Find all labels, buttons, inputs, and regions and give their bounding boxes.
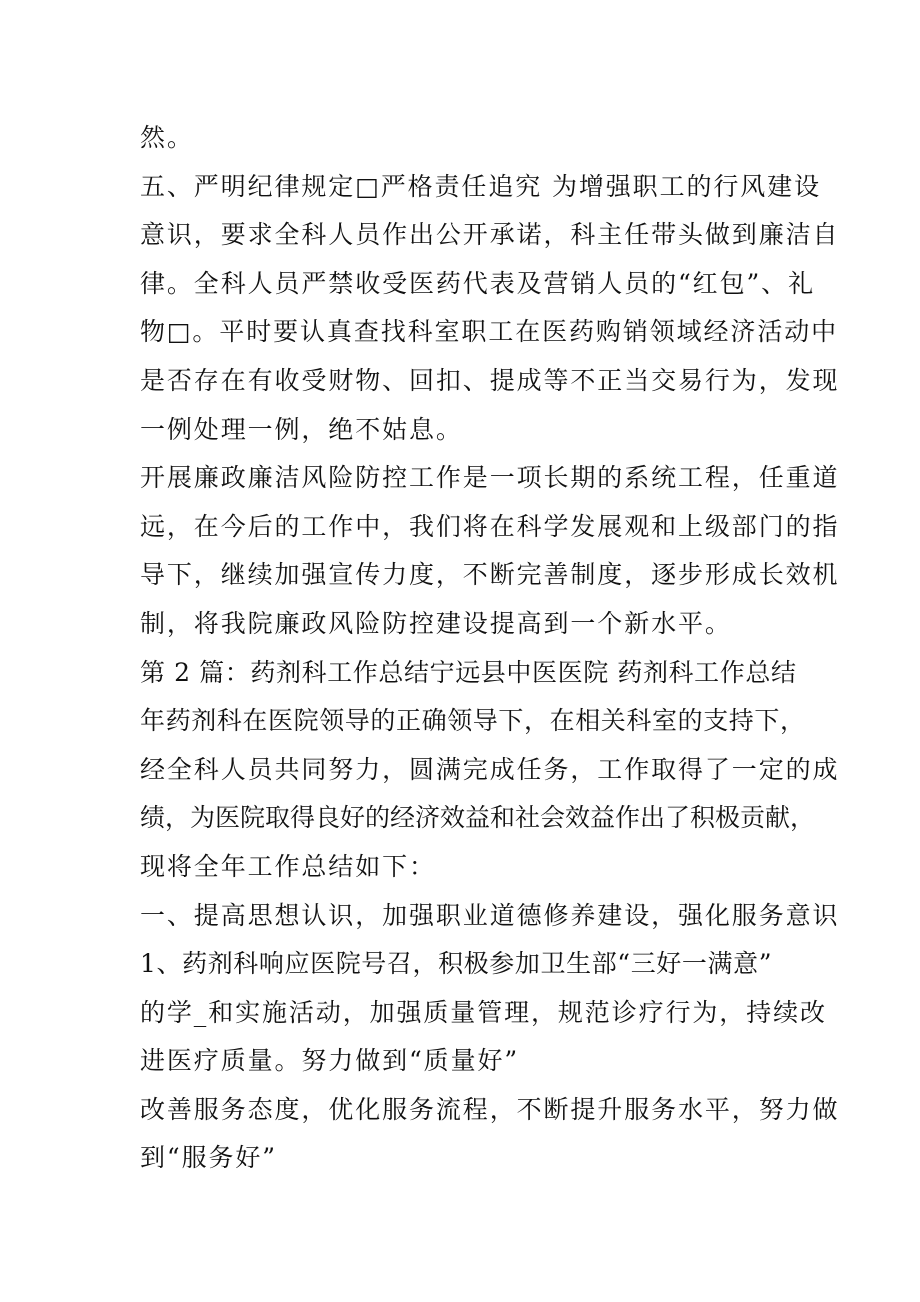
text-line: 五、严明纪律规定□严格责任追究 为增强职工的行风建设 xyxy=(140,171,821,201)
text-line: 一、提高思想认识，加强职业道德修养建设，强化服务意识 xyxy=(140,900,840,930)
text-line: 绩，为医院取得良好的经济效益和社会效益作出了积极贡献， xyxy=(140,803,816,833)
text-line: 是否存在有收受财物、回扣、提成等不正当交易行为，发现 xyxy=(140,365,840,395)
text-line: 物□。平时要认真查找科室职工在医药购销领域经济活动中 xyxy=(140,317,839,347)
text-line: 一例处理一例，绝不姑息。 xyxy=(140,414,463,444)
text-line: 然。 xyxy=(140,123,194,152)
text-line: 律。全科人员严禁收受医药代表及营销人员的“红包”、礼 xyxy=(140,268,815,298)
text-line: 制，将我院廉政风险防控建设提高到一个新水平。 xyxy=(140,608,732,638)
text-line: 第 2 篇：药剂科工作总结宁远县中医医院 药剂科工作总结 xyxy=(140,657,797,687)
text-line: 意识，要求全科人员作出公开承诺，科主任带头做到廉洁自 xyxy=(140,220,840,250)
text-line: 的学_和实施活动，加强质量管理，规范诊疗行为，持续改 xyxy=(140,997,827,1027)
text-line: 进医疗质量。努力做到“质量好” xyxy=(140,1046,520,1076)
text-line: 改善服务态度，优化服务流程，不断提升服务水平，努力做 xyxy=(140,1094,840,1124)
text-line: 年药剂科在医院领导的正确领导下，在相关科室的支持下， xyxy=(140,706,806,736)
text-line: 现将全年工作总结如下： xyxy=(140,851,436,881)
text-line: 远，在今后的工作中，我们将在科学发展观和上级部门的指 xyxy=(140,511,840,541)
document-body xyxy=(140,114,840,1183)
text-line: 到“服务好” xyxy=(140,1143,277,1173)
text-line: 1、药剂科响应医院号召，积极参加卫生部“三好一满意” xyxy=(140,949,773,979)
text-line: 开展廉政廉洁风险防控工作是一项长期的系统工程，任重道 xyxy=(140,463,840,493)
text-line: 经全科人员共同努力，圆满完成任务，工作取得了一定的成 xyxy=(140,754,840,784)
text-line: 导下，继续加强宣传力度，不断完善制度，逐步形成长效机 xyxy=(140,560,840,590)
